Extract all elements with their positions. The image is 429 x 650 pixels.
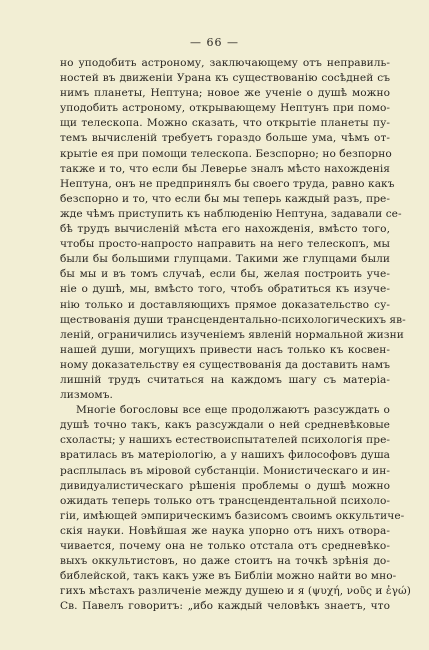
text-line: ожидать теперь только отъ трансцендентальной психоло- [60, 494, 390, 507]
text-line: нимъ планеты, Нептуна; новое же ученіе о душѣ можно [60, 87, 390, 100]
text-line: схоласты; у нашихъ естествоиспытателей психологія пре- [60, 434, 391, 447]
body-text [60, 56, 411, 614]
text-line: также и то, что если бы Леверье зналъ мѣсто нахожденія [60, 162, 390, 175]
text-line: гихъ мѣстахъ различеніе между душею и я (ψυχή, νοῦς и ἐγώ) [60, 585, 411, 598]
text-line: были бы большими глупцами. Такими же глупцами были [60, 253, 390, 266]
text-line: лишній трудъ считаться на каждомъ шагу съ матеріа- [60, 373, 390, 386]
text-line: ному доказательству ея существованія да доставить намъ [60, 358, 390, 371]
text-line: ностей въ движеніи Урана къ существованію сосѣдней съ [60, 72, 390, 85]
text-line: ніе о душѣ, мы, вмѣсто того, чтобъ обратиться къ изуче- [60, 283, 390, 296]
text-line: гіи, имѣющей эмпирическимъ базисомъ своимъ оккультиче- [60, 509, 405, 522]
text-line: дивидуалистическаго рѣшенія проблемы о душѣ можно [60, 479, 390, 492]
text-line: чивается, почему она не только отстала отъ средневѣко- [60, 540, 390, 552]
text-line: вратилась въ матеріологію, а у нашихъ философовъ душа [60, 449, 390, 462]
text-line: Св. Павелъ говоритъ: „ибо каждый человѣкъ знаетъ, что [60, 600, 390, 613]
text-line: чтобы просто-напросто направить на него телескопъ, мы [60, 238, 390, 251]
text-line: леній, ограничились изученіемъ явленій нормальной жизни [60, 328, 404, 341]
text-line: но уподобить астроному, заключающему отъ неправиль- [60, 57, 390, 69]
text-line: уподобить астроному, открывающему Нептунъ при помо- [60, 102, 390, 115]
text-line: темъ вычисленій требуетъ гораздо больше ума, чѣмъ от- [60, 132, 390, 145]
text-line: безспорно и то, что если бы мы теперь каждый разъ, пре- [60, 192, 390, 205]
text-line: библейской, такъ какъ уже въ Библіи можно найти во мно- [60, 570, 397, 583]
text-line: крытіе ея при помощи телескопа. Безспорно; но безпорно [60, 147, 392, 160]
text-line: Нептуна, онъ не предпринялъ бы своего труда, равно какъ [60, 177, 395, 190]
page-number: — 66 — [190, 36, 239, 49]
text-line: расплылась въ міровой субстанціи. Монистическаго и ин- [60, 464, 390, 477]
text-line: выхъ оккультистовъ, но даже стоитъ на точкѣ зрѣнія до- [60, 555, 390, 568]
text-line: нію только и доставляющихъ прямое доказательство су- [60, 298, 390, 311]
text-line: бѣ трудъ вычисленій мѣста его нахожденія, вмѣсто того, [60, 223, 390, 236]
text-line: жде чѣмъ приступить къ наблюденію Нептуна, задавали се- [60, 207, 402, 220]
text-line: бы мы и въ томъ случаѣ, если бы, желая построить уче- [60, 268, 390, 281]
text-line: щи телескопа. Можно сказать, что открытіе планеты пу- [60, 117, 390, 130]
text-line: нашей души, могущихъ привести насъ только къ косвен- [60, 343, 390, 356]
text-line: скія науки. Новѣйшая же наука упорно отъ нихъ отвора- [60, 524, 390, 537]
text-line: душѣ точно такъ, какъ разсуждали о ней средневѣковые [60, 419, 390, 432]
text-line: лизмомъ. [60, 389, 113, 402]
text-line: Многіе богословы все еще продолжаютъ разсуждать о [76, 404, 390, 417]
text-line: ществованія души трансцендентально-психологическихъ яв- [60, 313, 406, 326]
